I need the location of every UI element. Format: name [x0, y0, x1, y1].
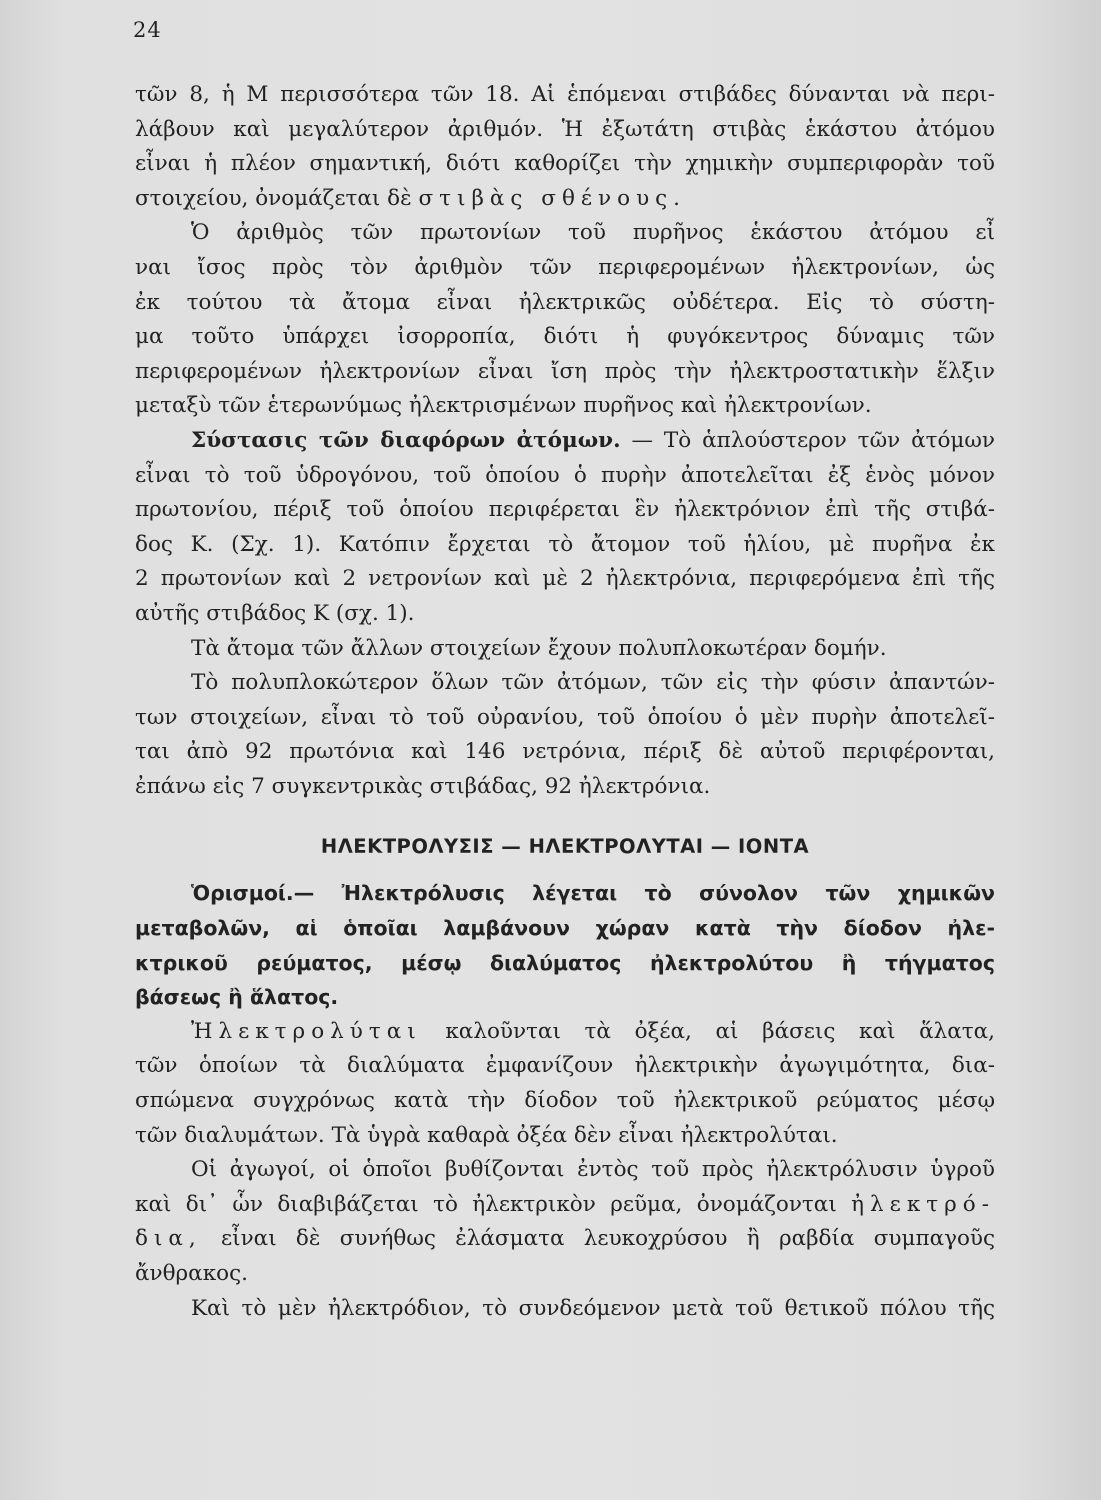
text-line: Τὸ πολυπλοκώτερον ὅλων τῶν ἀτόμων, τῶν εἰς τὴν φύσιν ἀπαντών-	[191, 670, 995, 696]
text-line: Καὶ τὸ μὲν ἠλεκτρόδιον, τὸ συνδεόμενον μετὰ τοῦ θετικοῦ πόλου τῆς	[191, 1295, 995, 1321]
definition-line: βάσεως ἢ ἅλατος.	[135, 985, 339, 1010]
text-line: ἐπάνω εἰς 7 συγκεντρικὰς στιβάδας, 92 ἠλεκτρόνια.	[135, 773, 711, 799]
text-line: περιφερομένων ἠλεκτρονίων εἶναι ἴση πρὸς τὴν ἠλεκτροστατικὴν ἕλξιν	[135, 358, 995, 384]
section-subheading: Σύστασις τῶν διαφόρων ἀτόμων.	[191, 427, 621, 453]
text-line: ἐκ τούτου τὰ ἄτομα εἶναι ἠλεκτρικῶς οὐδέτερα. Εἰς τὸ σύστη-	[135, 289, 995, 315]
text-line: μα τοῦτο ὑπάρχει ἰσορροπία, διότι ἡ φυγόκεντρος δύναμις τῶν	[135, 324, 995, 350]
definition-line: μεταβολῶν, αἱ ὁποῖαι λαμβάνουν χώραν κατὰ τὴν δίοδον ἠλε-	[135, 916, 995, 941]
text-line: αὐτῆς στιβάδος Κ (σχ. 1).	[135, 600, 415, 626]
text-line	[135, 1015, 995, 1050]
text-line: ναι ἴσος πρὸς τὸν ἀριθμὸν τῶν περιφερομένων ἠλεκτρονίων, ὡς	[135, 254, 995, 280]
emphasized-term: Ἠλεκτρολύται	[191, 1018, 422, 1044]
section-heading: ΗΛΕΚΤΡΟΛΥΣΙΣ — ΗΛΕΚΤΡΟΛΥΤΑΙ — ΙΟΝΤΑ	[320, 835, 810, 859]
text-line: των στοιχείων, εἶναι τὸ τοῦ οὐρανίου, τοῦ ὁποίου ὁ μὲν πυρὴν ἀποτελεῖ-	[135, 704, 995, 730]
definition-line: Ὁρισμοί.— Ἠλεκτρόλυσις λέγεται τὸ σύνολον τῶν χημικῶν	[191, 881, 995, 906]
text-line: πρωτονίου, πέριξ τοῦ ὁποίου περιφέρεται ἓν ἠλεκτρόνιον ἐπὶ τῆς στιβά-	[135, 497, 995, 523]
text-line: 2 πρωτονίων καὶ 2 νετρονίων καὶ μὲ 2 ἠλεκτρόνια, περιφερόμενα ἐπὶ τῆς	[135, 566, 995, 592]
text-line: σπώμενα συγχρόνως κατὰ τὴν δίοδον τοῦ ἠλεκτρικοῦ ρεύματος μέσῳ	[135, 1088, 995, 1114]
text-line: λάβουν καὶ μεγαλύτερον ἀριθμόν. Ἡ ἐξωτάτη στιβὰς ἑκάστου ἀτόμου	[135, 116, 995, 142]
text-line: ἄνθρακος.	[135, 1261, 248, 1286]
text-line: μεταξὺ τῶν ἑτερωνύμως ἠλεκτρισμένων πυρῆνος καὶ ἠλεκτρονίων.	[135, 393, 872, 419]
text-line: δος Κ. (Σχ. 1). Κατόπιν ἔρχεται τὸ ἄτομον τοῦ ἡλίου, μὲ πυρῆνα ἐκ	[135, 531, 995, 557]
emphasized-term: στιβὰς σθένους.	[418, 185, 687, 211]
text-line: Τὰ ἄτομα τῶν ἄλλων στοιχείων ἔχουν πολυπλοκωτέραν δομήν.	[191, 635, 887, 661]
text-line: ται ἀπὸ 92 πρωτόνια καὶ 146 νετρόνια, πέριξ δὲ αὐτοῦ περιφέρονται,	[135, 739, 995, 765]
emphasized-term: δια,	[135, 1226, 202, 1252]
page-number: 24	[133, 18, 162, 42]
text-span: εἶναι δὲ συνήθως ἐλάσματα λευκοχρύσου ἢ ραβδία συμπαγοῦς	[221, 1226, 995, 1252]
text-line: Ὁ ἀριθμὸς τῶν πρωτονίων τοῦ πυρῆνος ἑκάστου ἀτόμου εἶ	[191, 220, 995, 246]
text-line	[135, 1188, 995, 1223]
emphasized-term: ἠλεκτρό-	[851, 1191, 995, 1217]
text-span: — Τὸ ἁπλούστερον τῶν ἀτόμων	[631, 427, 996, 453]
text-line: εἶναι ἡ πλέον σημαντική, διότι καθορίζει τὴν χημικὴν συμπεριφορὰν τοῦ	[135, 151, 995, 177]
text-line	[135, 182, 995, 217]
text-line: τῶν ὁποίων τὰ διαλύματα ἐμφανίζουν ἠλεκτρικὴν ἀγωγιμότητα, δια-	[135, 1053, 995, 1079]
text-span: καλοῦνται τὰ ὀξέα, αἱ βάσεις καὶ ἅλατα,	[445, 1018, 996, 1044]
text-line: Οἱ ἀγωγοί, οἱ ὁποῖοι βυθίζονται ἐντὸς τοῦ πρὸς ἠλεκτρόλυσιν ὑγροῦ	[191, 1157, 995, 1183]
definition-line: κτρικοῦ ρεύματος, μέσῳ διαλύματος ἠλεκτρολύτου ἢ τήγματος	[135, 950, 995, 975]
text-span: καὶ δι᾽ ὧν διαβιβάζεται τὸ ἠλεκτρικὸν ρεῦμα, ὀνομάζονται	[135, 1191, 837, 1217]
text-line	[135, 1222, 995, 1257]
body-text	[135, 78, 995, 1326]
text-line	[135, 424, 995, 459]
text-span: στοιχείου, ὀνομάζεται δὲ	[135, 185, 412, 211]
text-line: τῶν 8, ἡ Μ περισσότερα τῶν 18. Αἱ ἑπόμεναι στιβάδες δύνανται νὰ περι-	[135, 82, 995, 107]
text-line: εἶναι τὸ τοῦ ὑδρογόνου, τοῦ ὁποίου ὁ πυρὴν ἀποτελεῖται ἐξ ἑνὸς μόνον	[135, 462, 995, 488]
text-line: τῶν διαλυμάτων. Τὰ ὑγρὰ καθαρὰ ὀξέα δὲν εἶναι ἠλεκτρολύται.	[135, 1122, 838, 1148]
